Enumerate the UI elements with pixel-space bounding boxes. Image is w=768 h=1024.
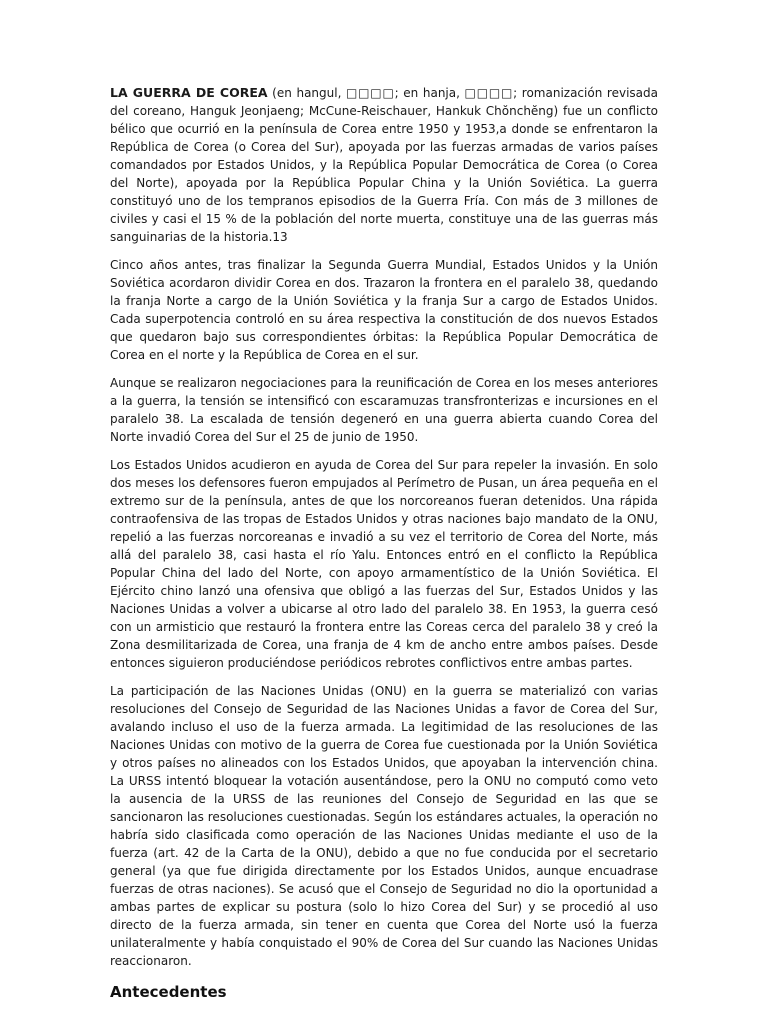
- intro-paragraph: [110, 84, 658, 246]
- paragraph-un-participation: La participación de las Naciones Unidas (ONU) en la guerra se materializó con varias resoluciones del Consejo de Seguridad de las Naciones Unidas a favor de Corea del Sur, avalando incluso el uso de la fuerza armada. La legitimidad de las resoluciones de las Naciones Unidas con motivo de la guerra de Corea fue cuestionada por la Unión Soviética y otros países no alineados con los Estados Unidos, que apoyaban la intervención china. La URSS intentó bloquear la votación ausentándose, pero la ONU no computó como veto la ausencia de la URSS de las reuniones del Consejo de Seguridad en las que se sancionaron las resoluciones cuestionadas. Según los estándares actuales, la operación no habría sido clasificada como operación de las Naciones Unidas mediante el uso de la fuerza (art. 42 de la Carta de la ONU), debido a que no fue conducida por el secretario general (ya que fue dirigida directamente por los Estados Unidos, aunque encuadrase fuerzas de otras naciones). Se acusó que el Consejo de Seguridad no dio la oportunidad a ambas partes de explicar su postura (solo lo hizo Corea del Sur) y se procedió al uso directo de la fuerza armada, sin tener en cuenta que Corea del Norte usó la fuerza unilateralmente y había conquistado el 90% de Corea del Sur cuando las Naciones Unidas reaccionaron.: [110, 684, 658, 968]
- document-page: [110, 84, 658, 1002]
- paragraph-us-intervention: Los Estados Unidos acudieron en ayuda de Corea del Sur para repeler la invasión. En solo dos meses los defensores fueron empujados al Perímetro de Pusan, un área pequeña en el extremo sur de la península, antes de que los norcoreanos fueran detenidos. Una rápida contraofensiva de las tropas de Estados Unidos y otras naciones bajo mandato de la ONU, repelió a las fuerzas norcoreanas e invadió a su vez el territorio de Corea del Norte, más allá del paralelo 38, casi hasta el río Yalu. Entonces entró en el conflicto la República Popular China del lado del Norte, con apoyo armamentístico de la Unión Soviética. El Ejército chino lanzó una ofensiva que obligó a las fuerzas del Sur, Estados Unidos y las Naciones Unidas a volver a ubicarse al otro lado del paralelo 38. En 1953, la guerra cesó con un armisticio que restauró la frontera entre las Coreas cerca del paralelo 38 y creó la Zona desmilitarizada de Corea, una franja de 4 km de ancho entre ambos países. Desde entonces siguieron produciéndose periódicos rebrotes conflictivos entre ambas partes.: [110, 458, 658, 670]
- paragraph-negotiations: Aunque se realizaron negociaciones para la reunificación de Corea en los meses anteriores a la guerra, la tensión se intensificó con escaramuzas transfronterizas e incursiones en el paralelo 38. La escalada de tensión degeneró en una guerra abierta cuando Corea del Norte invadió Corea del Sur el 25 de junio de 1950.: [110, 376, 658, 444]
- article-title: LA GUERRA DE COREA: [110, 85, 268, 100]
- intro-text: (en hangul, □□□□; en hanja, □□□□; romanización revisada del coreano, Hanguk Jeonjaeng; McCune-Reischauer, Hankuk Chŏnchĕng) fue un conflicto bélico que ocurrió en la península de Corea entre 1950 y 1953,a donde se enfrentaron la República de Corea (o Corea del Sur), apoyada por las fuerzas armadas de varios países comandados por Estados Unidos, y la República Popular Democrática de Corea (o Corea del Norte), apoyada por la República Popular China y la Unión Soviética. La guerra constituyó uno de los tempranos episodios de la Guerra Fría. Con más de 3 millones de civiles y casi el 15 % de la población del norte muerta, constituye una de las guerras más sanguinarias de la historia.13: [110, 86, 658, 244]
- paragraph-division: Cinco años antes, tras finalizar la Segunda Guerra Mundial, Estados Unidos y la Unión Soviética acordaron dividir Corea en dos. Trazaron la frontera en el paralelo 38, quedando la franja Norte a cargo de la Unión Soviética y la franja Sur a cargo de Estados Unidos. Cada superpotencia controló en su área respectiva la constitución de dos nuevos Estados que quedaron bajo sus correspondientes órbitas: la República Popular Democrática de Corea en el norte y la República de Corea en el sur.: [110, 258, 658, 362]
- section-heading-antecedentes: Antecedentes: [110, 983, 227, 1001]
